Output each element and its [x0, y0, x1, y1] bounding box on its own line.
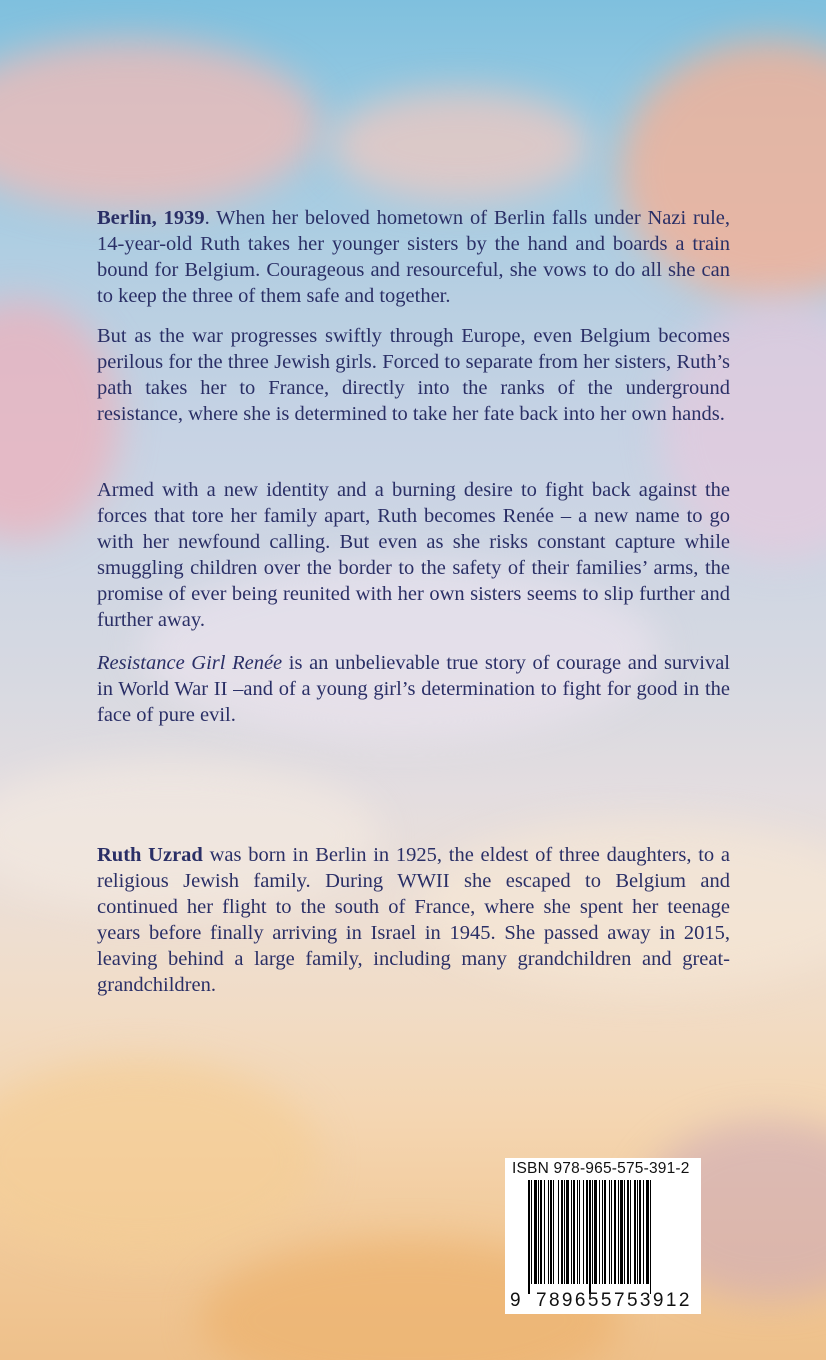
barcode-bar [564, 1180, 565, 1284]
barcode-bar [614, 1180, 616, 1284]
blurb-paragraph-2: But as the war progresses swiftly through Europe, even Belgium becomes perilous for the three Jewish girls. Forced to separate from her sisters, Ruth’s path takes her to France, directly into the ranks of the underground resistance, where she is determined to take her fate back into her own hands. [97, 325, 730, 425]
author-name: Ruth Uzrad [97, 844, 203, 866]
barcode-bar [627, 1180, 629, 1284]
blurb-paragraph-1 [97, 205, 730, 309]
barcode-bar [586, 1180, 588, 1284]
cloud-decoration [330, 90, 590, 200]
barcode-bar [558, 1180, 559, 1284]
barcode-bar [528, 1180, 530, 1294]
book-title-italic: Resistance Girl Renée [97, 652, 283, 674]
blurb-paragraph-4-text: is an unbelievable true story of courage and survival in World War II –and of a young girl’s determination to fight for good in the face of pure evil. [97, 652, 730, 726]
blurb-paragraph-1-text: . When her beloved hometown of Berlin falls under Nazi rule, 14-year-old Ruth takes her younger sisters by the hand and boards a train bound for Belgium. Courageous and resourceful, she vows to do all she can to keep the three of them safe and together. [97, 207, 731, 307]
author-bio [97, 842, 730, 998]
barcode-bar [538, 1180, 539, 1284]
isbn-label: ISBN 978-965-575-391-2 [512, 1160, 690, 1177]
ean-first-digit: 9 [510, 1290, 521, 1311]
barcode-bar [583, 1180, 584, 1284]
barcode-bar [602, 1180, 603, 1284]
barcode-bar [534, 1180, 537, 1284]
barcode-bar [531, 1180, 532, 1284]
author-bio-text: was born in Berlin in 1925, the eldest of three daughters, to a religious Jewish family. During WWII she escaped to Belgium and continued her flight to the south of France, where she spent her teenage years before finally arriving in Israel in 1945. She passed away in 2015, leaving behind a large family, including many grandchildren and great-grandchildren. [97, 844, 730, 996]
barcode-bar [620, 1180, 623, 1284]
barcode-bar [573, 1180, 575, 1284]
barcode-bar [609, 1180, 610, 1284]
ean-right-group: 753912 [614, 1290, 692, 1311]
ean-left-group: 789655 [536, 1290, 614, 1311]
barcode-bar [643, 1180, 644, 1284]
blurb-paragraph-3: Armed with a new identity and a burning desire to fight back against the forces that tore her family apart, Ruth becomes Renée – a new name to go with her newfound calling. But even as she risks constant capture while smuggling children over the border to the safety of their families’ arms, the promise of ever being reunited with her own sisters seems to slip further and further away. [97, 479, 730, 631]
cloud-decoration [0, 1060, 320, 1260]
isbn-barcode [505, 1158, 701, 1314]
barcode-bar [566, 1180, 569, 1284]
barcode-bar [637, 1180, 638, 1284]
cloud-decoration [0, 40, 320, 210]
barcode-bars [527, 1180, 687, 1294]
barcode-bar [599, 1180, 600, 1284]
barcode-bar [544, 1180, 545, 1284]
barcode-bar [604, 1180, 606, 1284]
barcode-bar [630, 1180, 631, 1284]
barcode-bar [540, 1180, 542, 1284]
barcode-bar [646, 1180, 649, 1284]
setting-lead: Berlin, 1939 [97, 207, 205, 229]
barcode-bar [577, 1180, 578, 1284]
barcode-bar [571, 1180, 572, 1284]
barcode-bar [611, 1180, 612, 1284]
barcode-bar [550, 1180, 552, 1284]
barcode-bar [592, 1180, 593, 1284]
barcode-bar [594, 1180, 597, 1284]
barcode-bar [624, 1180, 625, 1284]
barcode-bar [618, 1180, 619, 1284]
barcode-bar [650, 1180, 651, 1294]
barcode-bar [634, 1180, 636, 1284]
barcode-bar [561, 1180, 563, 1284]
barcode-bar [589, 1180, 591, 1294]
barcode-bar [548, 1180, 549, 1284]
barcode-bar [639, 1180, 641, 1284]
barcode-bar [553, 1180, 554, 1284]
barcode-bar [579, 1180, 580, 1284]
blurb-paragraph-4 [97, 650, 730, 728]
